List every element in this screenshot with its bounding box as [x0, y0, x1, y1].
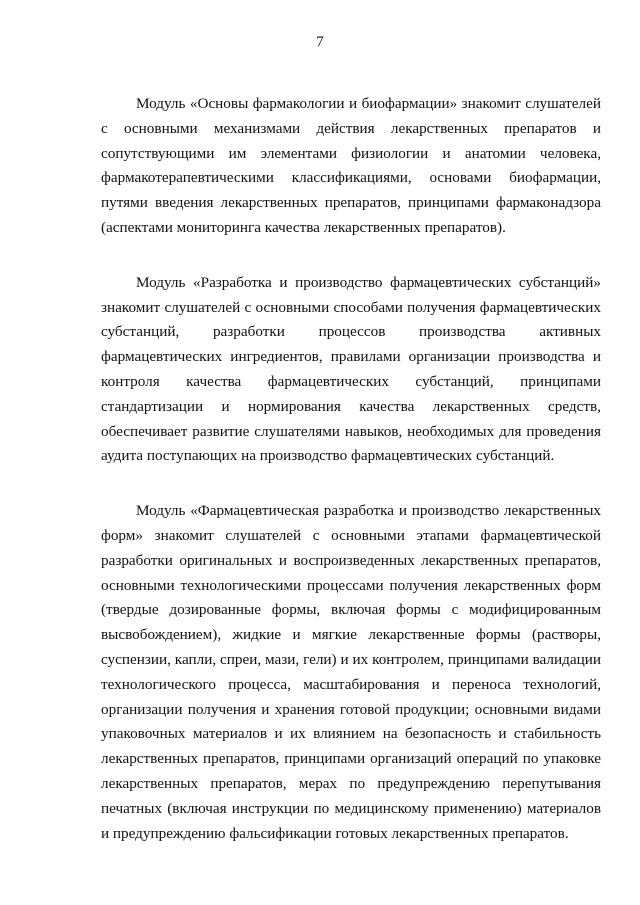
page-number: 7: [316, 34, 324, 50]
paragraph-pharmacology-module: Модуль «Основы фармакологии и биофармации» знакомит слушателей с основными механизмами действия лекарственных препаратов и сопутствующими им элементами физиологии и анатомии человека, фармакотерапевтическими классификациями, основами биофармации, путями введения лекарственных препаратов, принципами фармаконадзора (аспектами мониторинга качества лекарственных препаратов).: [101, 95, 601, 236]
paragraph-substances-module: Модуль «Разработка и производство фармацевтических субстанций» знакомит слушателей с основными способами получения фармацевтических субстанций, разработки процессов производства активных фармацевтических ингредиентов, правилами организации производства и контроля качества фармацевтических субстанций, принципами стандартизации и нормирования качества лекарственных средств, обеспечивает развитие слушателями навыков, необходимых для проведения аудита поступающих на производство фармацевтических субстанций.: [101, 273, 601, 465]
document-body: [101, 92, 601, 846]
paragraph-dosage-forms-module: Модуль «Фармацевтическая разработка и производство лекарственных форм» знакомит слушателей с основными этапами фармацевтической разработки оригинальных и воспроизведенных лекарственных препаратов, основными технологическими процессами получения лекарственных форм (твердые дозированные формы, включая формы с модифицированным высвобождением), жидкие и мягкие лекарственные формы (растворы, суспензии, капли, спреи, мази, гели) и их контролем, принципами валидации технологического процесса, масштабирования и переноса технологий, организации получения и хранения готовой продукции; основными видами упаковочных материалов и их влиянием на безопасность и стабильность лекарственных препаратов, принципами организаций операций по упаковке лекарственных препаратов, мерах по предупреждению перепутывания печатных (включая инструкции по медицинскому применению) материалов и предупреждению фальсификации готовых лекарственных препаратов.: [101, 502, 601, 842]
